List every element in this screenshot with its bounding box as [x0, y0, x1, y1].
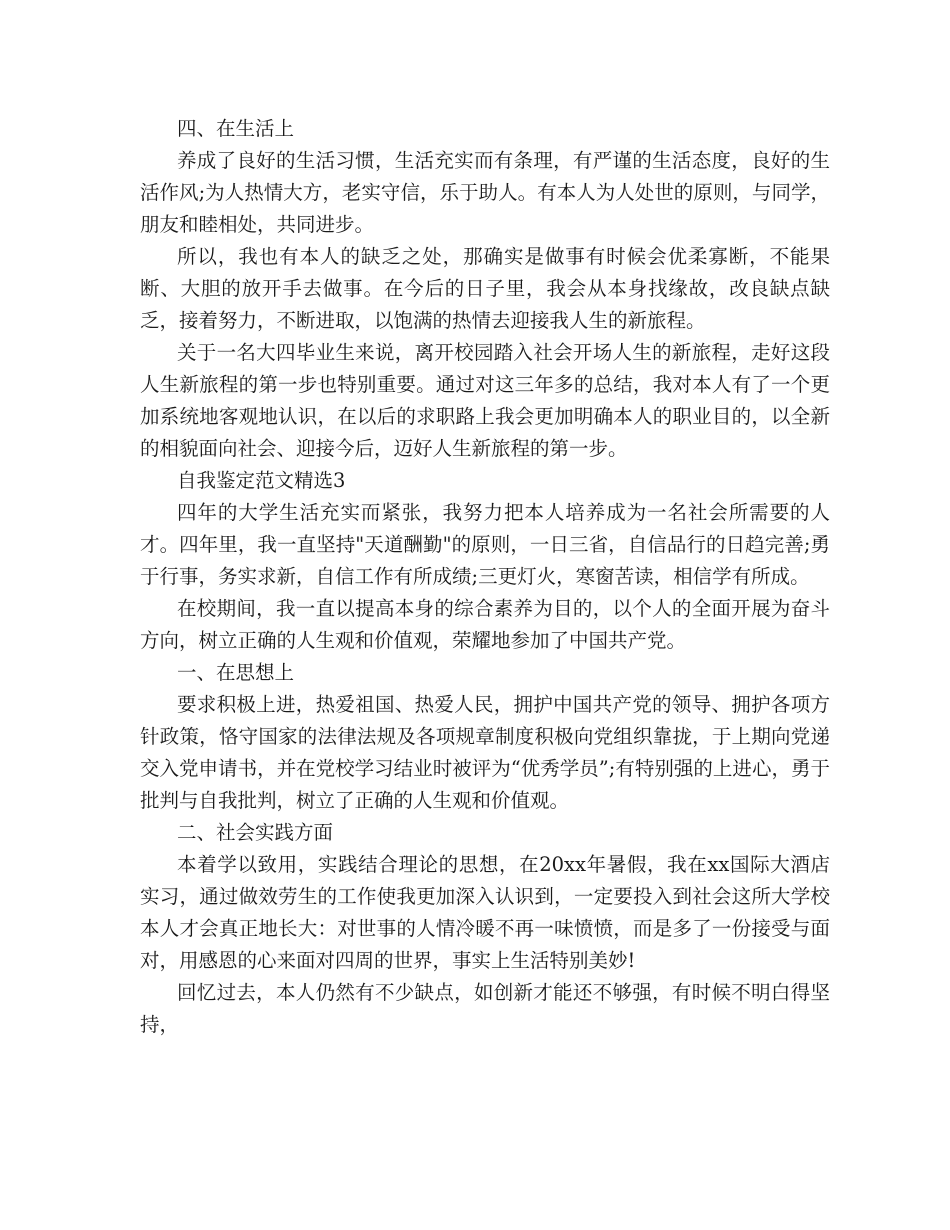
paragraph-shortcomings: 所以，我也有本人的缺乏之处，那确实是做事有时候会优柔寡断，不能果断、大胆的放开手去做事。在今后的日子里，我会从本身找缘故，改良缺点缺乏，接着努力，不断进取，以饱满的热情去迎接我人生的新旅程。 [140, 245, 830, 332]
paragraph-four-years: 四年的大学生活充实而紧张，我努力把本人培养成为一名社会所需要的人才。四年里，我一直坚持"天道酬勤"的原则，一日三省，自信品行的日趋完善;勇于行事，务实求新，自信工作有所成绩;三更灯火，寒窗苦读，相信学有所成。 [140, 501, 830, 588]
section-heading-social-practice: 二、社会实践方面 [177, 821, 334, 844]
paragraph-social-practice: 本着学以致用，实践结合理论的思想，在20xx年暑假，我在xx国际大酒店实习，通过做效劳生的工作使我更加深入认识到，一定要投入到社会这所大学校本人才会真正地长大：对世事的人情冷暖不再一味愤愤，而是多了一份接受与面对，用感恩的心来面对四周的世界，事实上生活特别美妙! [140, 853, 830, 972]
paragraph-graduate: 关于一名大四毕业生来说，离开校园踏入社会开场人生的新旅程，走好这段人生新旅程的第一步也特别重要。通过对这三年多的总结，我对本人有了一个更加系统地客观地认识，在以后的求职路上我会更加明确本人的职业目的，以全新的相貌面向社会、迎接今后，迈好人生新旅程的第一步。 [140, 341, 830, 460]
paragraph-life: 养成了良好的生活习惯，生活充实而有条理，有严谨的生活态度，良好的生活作风;为人热情大方，老实守信，乐于助人。有本人为人处世的原则，与同学，朋友和睦相处，共同进步。 [140, 149, 830, 236]
paragraph-reflection: 回忆过去，本人仍然有不少缺点，如创新才能还不够强，有时候不明白得坚持， [140, 981, 830, 1036]
section-heading-thought: 一、在思想上 [177, 661, 295, 684]
section-title-sample-3: 自我鉴定范文精选3 [177, 469, 346, 492]
paragraph-thought: 要求积极上进，热爱祖国、热爱人民，拥护中国共产党的领导、拥护各项方针政策，恪守国家的法律法规及各项规章制度积极向党组织靠拢，于上期向党递交入党申请书，并在党校学习结业时被评为“优秀学员”;有特别强的上进心，勇于批判与自我批判，树立了正确的人生观和价值观。 [140, 693, 830, 812]
section-heading-life: 四、在生活上 [177, 117, 295, 140]
paragraph-on-campus: 在校期间，我一直以提高本身的综合素养为目的，以个人的全面开展为奋斗方向，树立正确的人生观和价值观，荣耀地参加了中国共产党。 [140, 597, 830, 652]
document-body [140, 113, 830, 1041]
